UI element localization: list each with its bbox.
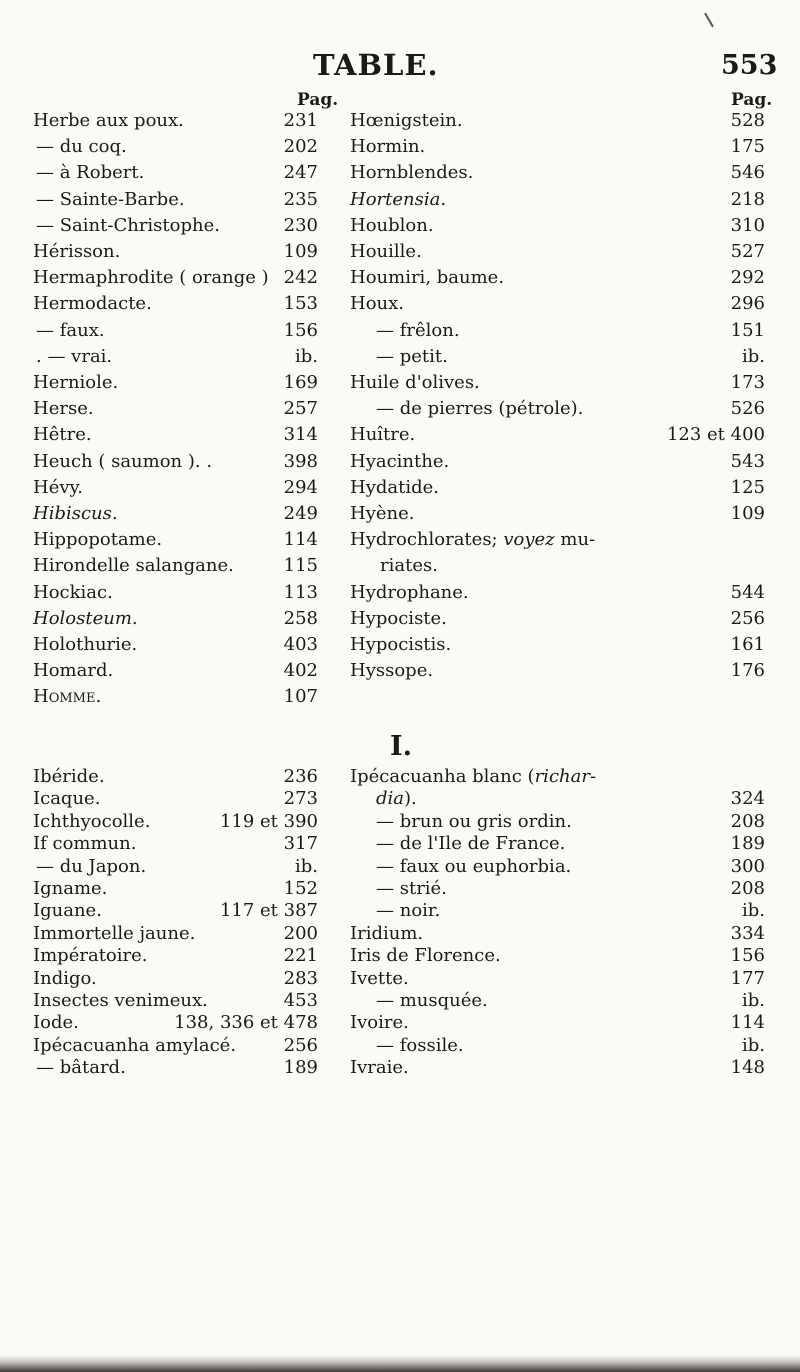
entry-term: — Saint-Christophe. (36, 214, 220, 236)
entry-page-number: 152 (283, 878, 318, 899)
entry-page-number: 544 (730, 581, 765, 603)
entry-term: Hockiac. (33, 581, 113, 603)
entry-page-number: 115 (283, 555, 318, 577)
entry-page-number: 249 (283, 503, 318, 524)
index-entry (33, 529, 162, 551)
entry-term: Hypociste. (350, 607, 447, 629)
index-entry (33, 900, 102, 922)
index-entry (376, 856, 571, 878)
entry-term: Herse. (33, 398, 94, 420)
entry-page-number: 283 (283, 967, 318, 989)
index-entry (350, 1012, 409, 1034)
entry-page-number: 310 (730, 214, 765, 236)
index-entry (36, 346, 112, 368)
entry-page-number: 527 (730, 241, 765, 262)
index-entry (376, 900, 440, 922)
entry-continuation: mu- (560, 529, 596, 551)
index-entry (350, 267, 504, 289)
entry-page-number: ib. (741, 345, 765, 367)
entry-term: — à Robert. (36, 162, 145, 184)
entry-page-number: 546 (730, 162, 765, 184)
index-entry (350, 766, 596, 788)
entry-term: Holosteum. (33, 607, 138, 629)
index-entry (33, 878, 107, 900)
entry-term: — bâtard. (36, 1057, 126, 1079)
entry-term: Hyène. (350, 503, 415, 524)
entry-page-number: 156 (730, 945, 765, 967)
entry-term: — noir. (376, 900, 441, 922)
index-entry (350, 660, 433, 682)
entry-term: Houx. (350, 293, 404, 315)
section-letter-i: I. (390, 731, 413, 762)
index-entry (33, 241, 120, 263)
entry-term: Icaque. (33, 788, 101, 810)
page-bottom-edge (0, 1355, 800, 1372)
entry-page-number: 453 (283, 990, 318, 1011)
entry-page-number: 256 (730, 607, 765, 629)
index-entry (33, 945, 148, 967)
entry-term: Hydrochlorates; (350, 529, 498, 551)
index-entry (33, 990, 208, 1012)
entry-page-number: 148 (730, 1057, 765, 1079)
entry-page-number: 189 (730, 833, 765, 855)
entry-term: Ipécacuanha amylacé. (33, 1034, 237, 1056)
entry-term: — du Japon. (36, 855, 147, 877)
entry-term: Hypocistis. (350, 634, 452, 655)
entry-term: Iode. (33, 1012, 79, 1034)
entry-page-number: 123 et 400 (666, 424, 765, 446)
entry-term: If commun. (33, 833, 137, 855)
entry-note: voyez (503, 529, 555, 551)
entry-page-number: 231 (283, 110, 318, 131)
index-entry (33, 582, 113, 604)
pag-label-left: Pag. (297, 90, 339, 110)
entry-page-number: 208 (730, 810, 765, 832)
index-entry (33, 372, 118, 394)
entry-term: Hippopotame. (33, 529, 163, 551)
entry-page-number: 403 (283, 634, 318, 655)
entry-term: Iguane. (33, 900, 102, 922)
entry-term: Ivraie. (350, 1057, 409, 1079)
entry-page-number: 208 (730, 878, 765, 899)
entry-page-number: 256 (283, 1034, 318, 1056)
entry-term: Houblon. (350, 214, 434, 236)
index-entry (33, 608, 138, 630)
entry-page-number: 109 (730, 503, 765, 524)
entry-page-number: 221 (283, 945, 318, 967)
entry-term: Ivette. (350, 967, 409, 989)
entry-page-number: 292 (730, 267, 765, 289)
index-entry (376, 1035, 464, 1057)
entry-page-number: 151 (730, 319, 765, 341)
entry-page-number: ib. (741, 990, 765, 1011)
entry-page-number: 258 (283, 607, 318, 629)
entry-term: Hydrophane. (350, 581, 469, 603)
index-entry (350, 293, 404, 315)
entry-term: Hérisson. (33, 241, 121, 262)
entry-page-number: 218 (730, 188, 765, 210)
index-entry (350, 608, 447, 630)
index-entry (33, 293, 152, 315)
index-entry (36, 189, 185, 211)
entry-page-number: 324 (730, 788, 765, 810)
entry-page-number: 202 (283, 136, 318, 158)
entry-term: — frêlon. (376, 319, 460, 341)
entry-term: Hyssope. (350, 660, 434, 682)
entry-page-number: ib. (294, 345, 318, 367)
running-title: TABLE. (313, 48, 439, 82)
entry-page-number: 169 (283, 372, 318, 393)
index-entry (376, 346, 448, 368)
index-entry (350, 923, 423, 945)
entry-term: Hibiscus. (33, 503, 118, 524)
index-entry (376, 788, 417, 810)
index-entry (350, 529, 595, 551)
entry-term: — de pierres (pétrole). (376, 398, 584, 420)
entry-term: riates. (380, 555, 438, 577)
index-entry (350, 162, 473, 184)
index-entry (33, 968, 97, 990)
entry-page-number: 402 (283, 660, 318, 682)
entry-term: Ichthyocolle. (33, 810, 151, 832)
entry-page-number: 175 (730, 136, 765, 158)
entry-term: Ibéride. (33, 766, 105, 787)
entry-page-number: 114 (730, 1012, 765, 1034)
entry-page-number: 156 (283, 319, 318, 341)
entry-page-number: 314 (283, 424, 318, 446)
index-entry (33, 833, 136, 855)
entry-page-number: ib. (294, 855, 318, 877)
entry-term: — brun ou gris ordin. (376, 810, 572, 832)
entry-term: — petit. (376, 345, 448, 367)
entry-term: Hœnigstein. (350, 110, 463, 131)
entry-page-number: 153 (283, 293, 318, 315)
entry-page-number: 543 (730, 450, 765, 472)
index-entry (33, 267, 269, 289)
entry-term: Hêtre. (33, 424, 92, 446)
pag-label-right: Pag. (731, 90, 773, 110)
index-entry (36, 136, 127, 158)
entry-term: Herbe aux poux. (33, 110, 184, 131)
index-entry (350, 451, 449, 473)
index-entry (376, 398, 583, 420)
entry-term: Hirondelle salangane. (33, 555, 234, 577)
entry-page-number: 247 (283, 162, 318, 184)
index-entry (350, 189, 446, 211)
index-entry (36, 162, 144, 184)
entry-term: dia (376, 788, 405, 810)
entry-term: Insectes venimeux. (33, 990, 208, 1011)
entry-page-number: 200 (283, 922, 318, 944)
index-entry (350, 424, 415, 446)
entry-term: Hortensia. (350, 188, 447, 210)
entry-term: Immortelle jaune. (33, 922, 196, 944)
entry-page-number: 109 (283, 241, 318, 262)
index-entry (350, 1057, 409, 1079)
index-entry (350, 477, 439, 499)
scan-mark (704, 13, 714, 28)
index-entry (33, 110, 184, 132)
entry-term: Homme. (33, 686, 102, 708)
entry-term: — de l'Ile de France. (376, 833, 566, 855)
entry-term: — Sainte-Barbe. (36, 188, 185, 210)
index-entry (33, 923, 195, 945)
entry-term: Indigo. (33, 967, 97, 989)
index-entry (33, 503, 118, 525)
entry-term: — fossile. (376, 1034, 464, 1056)
entry-page-number: 189 (283, 1057, 318, 1079)
index-entry (350, 136, 425, 158)
index-entry (33, 686, 101, 708)
index-entry (350, 968, 409, 990)
index-entry (33, 634, 137, 656)
index-entry (350, 215, 434, 237)
entry-page-number: 398 (283, 450, 318, 472)
entry-page-number: 273 (283, 788, 318, 810)
entry-page-number: 257 (283, 398, 318, 420)
index-entry (380, 555, 438, 577)
entry-term: Hermodacte. (33, 293, 152, 315)
index-entry (33, 1012, 79, 1034)
entry-term: Igname. (33, 878, 108, 899)
entry-page-number: 317 (283, 833, 318, 855)
entry-term: — strié. (376, 878, 447, 899)
page-number: 553 (721, 50, 778, 81)
index-entry (33, 424, 92, 446)
index-entry (33, 555, 234, 577)
entry-term: Heuch ( saumon ). . (33, 450, 213, 472)
index-entry (36, 320, 105, 342)
entry-page-number: 230 (283, 214, 318, 236)
index-entry (350, 945, 501, 967)
entry-page-number: ib. (741, 1034, 765, 1056)
entry-page-number: 242 (283, 267, 318, 289)
entry-term: . — vrai. (36, 345, 113, 367)
entry-page-number: 113 (283, 581, 318, 603)
index-entry (36, 856, 146, 878)
entry-term: Holothurie. (33, 634, 138, 655)
entry-term: Hormin. (350, 136, 426, 158)
entry-term: Ivoire. (350, 1012, 409, 1034)
index-entry (33, 660, 113, 682)
entry-term: Houmiri, baume. (350, 267, 505, 289)
entry-term: Iris de Florence. (350, 945, 501, 967)
entry-page-number: 235 (283, 188, 318, 210)
entry-italic: richar- (534, 766, 597, 787)
index-entry (376, 811, 572, 833)
entry-page-number: 125 (730, 476, 765, 498)
entry-page-number: 177 (730, 967, 765, 989)
entry-page-number: 138, 336 et 478 (174, 1012, 318, 1034)
entry-page-number: 334 (730, 922, 765, 944)
index-entry (350, 582, 469, 604)
entry-page-number: 296 (730, 293, 765, 315)
index-entry (350, 503, 415, 525)
index-entry (376, 990, 488, 1012)
entry-term: — faux. (36, 319, 105, 341)
entry-term: Houille. (350, 241, 422, 262)
index-entry (350, 110, 463, 132)
index-entry (36, 1057, 126, 1079)
entry-page-number: 294 (283, 476, 318, 498)
index-entry (33, 788, 100, 810)
entry-page-number: 528 (730, 110, 765, 131)
index-entry (33, 451, 212, 473)
index-entry (376, 833, 565, 855)
entry-page-number: 173 (730, 372, 765, 393)
index-entry (33, 766, 105, 788)
entry-page-number: 300 (730, 855, 765, 877)
entry-page-number: 107 (283, 686, 318, 708)
entry-page-number: 117 et 387 (219, 900, 318, 922)
entry-term: Impératoire. (33, 945, 148, 967)
index-entry (33, 398, 94, 420)
entry-term: Herniole. (33, 372, 119, 393)
entry-page-number: 236 (283, 766, 318, 787)
index-entry (33, 811, 150, 833)
entry-term: — du coq. (36, 136, 127, 158)
entry-page-number: 176 (730, 660, 765, 682)
index-entry (36, 215, 220, 237)
entry-term: — musquée. (376, 990, 488, 1011)
index-entry (350, 372, 480, 394)
entry-term: Hyacinthe. (350, 450, 450, 472)
entry-term: Hydatide. (350, 476, 440, 498)
entry-page-number: 526 (730, 398, 765, 420)
entry-term: Huile d'olives. (350, 372, 480, 393)
entry-term: Iridium. (350, 922, 424, 944)
entry-page-number: ib. (741, 900, 765, 922)
entry-term: — faux ou euphorbia. (376, 855, 572, 877)
index-entry (350, 241, 422, 263)
entry-page-number: 114 (283, 529, 318, 551)
entry-term: Huître. (350, 424, 416, 446)
entry-term: Ipécacuanha blanc ( (350, 766, 535, 787)
index-entry (350, 634, 451, 656)
entry-term: Homard. (33, 660, 114, 682)
entry-page-number: 119 et 390 (219, 810, 318, 832)
entry-term: Hornblendes. (350, 162, 474, 184)
entry-suffix: ). (404, 788, 417, 810)
entry-term: Hévy. (33, 476, 84, 498)
entry-page-number: 161 (730, 634, 765, 655)
index-entry (33, 477, 83, 499)
index-entry (33, 1035, 236, 1057)
index-entry (376, 320, 460, 342)
entry-term: Hermaphrodite ( orange ) (33, 267, 269, 289)
index-entry (376, 878, 447, 900)
